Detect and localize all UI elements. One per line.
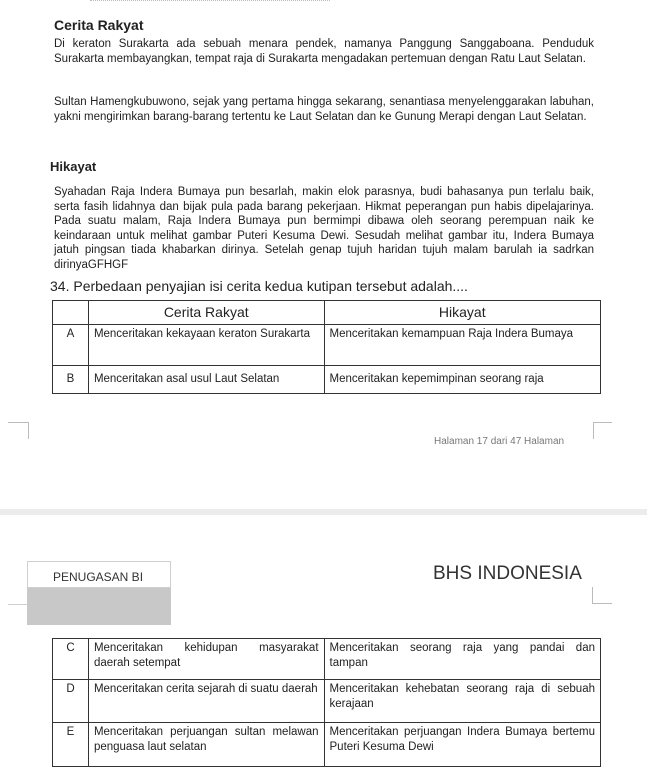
option-col2[interactable]: Menceritakan perjuangan Indera Bumaya bertemu Puteri Kesuma Dewi [324,723,600,767]
answer-options-table-bottom [52,638,601,767]
header-right-mark [592,587,612,604]
header-grey-box [27,588,171,625]
option-col2[interactable]: Menceritakan seorang raja yang pandai dan tampan [324,639,600,680]
page-number-label: Halaman 17 dari 47 Halaman [434,436,565,447]
option-col1[interactable]: Menceritakan kekayaan keraton Surakarta [88,325,324,366]
section1-paragraph-1: Di keraton Surakarta ada sebuah menara pendek, namanya Panggung Sanggaboana. Penduduk Surakarta membayangkan, tempat raja di Surakarta mengadakan pertemuan dengan Ratu Laut Selatan. [54,38,594,65]
option-letter[interactable]: B [53,366,89,394]
option-letter[interactable]: D [53,680,89,723]
table-header-col2: Hikayat [324,301,601,325]
option-row-e[interactable] [53,723,601,767]
option-letter[interactable]: C [53,639,89,680]
section1-paragraph-2: Sultan Hamengkubuwono, sejak yang pertama hingga sekarang, senantiasa menyelenggarakan labuhan, yakni mengirimkan barang-barang tertentu ke Laut Selatan dan ke Gunung Merapi dengan Laut Selatan. [54,96,594,123]
answer-options-table-top [52,300,601,394]
header-title: BHS INDONESIA [433,563,582,584]
option-letter[interactable]: A [53,325,89,366]
section1-title: Cerita Rakyat [54,17,144,33]
section2-paragraph: Syahadan Raja Indera Bumaya pun besarlah, makin elok parasnya, budi bahasanya pun terlalu baik, serta fasih lidahnya dan bijak pula pada barang pekerjaan. Hikmat peperangan pun habis dipelajarinya. Pada suatu malam, Raja Indera Bumaya pun bermimpi dibawa oleh seorang perempuan naik ke keindaraan untuk melihat gambar Puteri Kesuma Dewi. Sesudah melihat gambar itu, Indera Bumaya jatuh pingsan tiada khabarkan dirinya. Setelah genap tujuh haridan tujuh malam barulah ia sadrkan dirinyaGFHGF [54,186,594,271]
table-header-empty [53,301,89,325]
section2-title: Hikayat [50,159,97,174]
option-col2[interactable]: Menceritakan kehebatan seorang raja di sebuah kerajaan [324,680,600,723]
option-col1[interactable]: Menceritakan kehidupan masyarakat daerah setempat [88,639,324,680]
table-header-row [53,301,601,325]
corner-mark-left [8,422,29,439]
option-row-b[interactable] [53,366,601,394]
option-col2[interactable]: Menceritakan kepemimpinan seorang raja [324,366,601,394]
option-row-a[interactable] [53,325,601,366]
table-header-col1: Cerita Rakyat [88,301,324,325]
header-label-box: PENUGASAN BI [27,561,171,588]
option-row-c[interactable] [53,639,601,680]
option-col1[interactable]: Menceritakan cerita sejarah di suatu daerah [88,680,324,723]
page-divider [0,509,647,515]
top-edge-artifact [90,0,330,2]
option-col1[interactable]: Menceritakan perjuangan sultan melawan penguasa laut selatan [88,723,324,767]
option-col2[interactable]: Menceritakan kemampuan Raja Indera Bumaya [324,325,601,366]
option-col1[interactable]: Menceritakan asal usul Laut Selatan [88,366,324,394]
option-row-d[interactable] [53,680,601,723]
question-text: 34. Perbedaan penyajian isi cerita kedua kutipan tersebut adalah.... [50,278,468,294]
corner-mark-right [593,422,612,439]
header-left-line [8,604,27,605]
option-letter[interactable]: E [53,723,89,767]
